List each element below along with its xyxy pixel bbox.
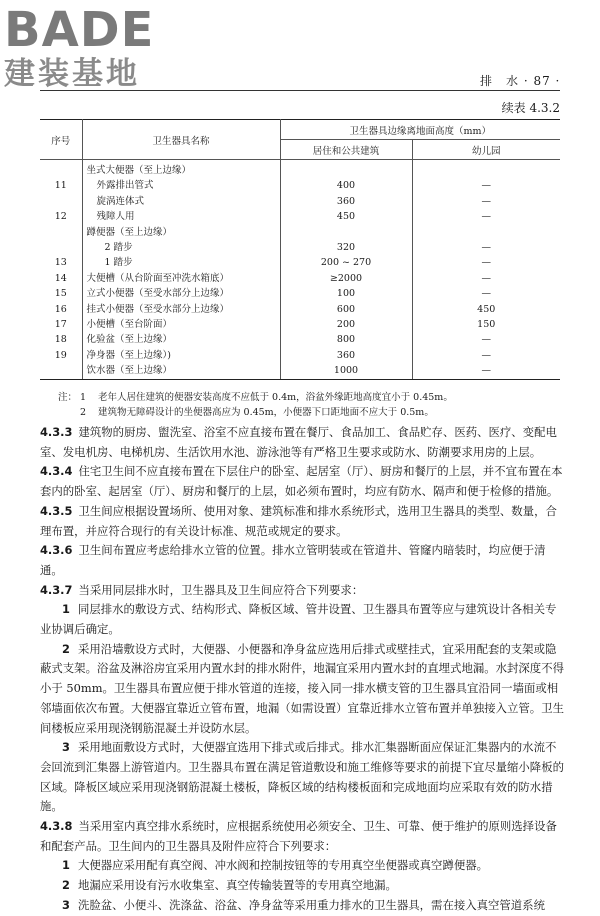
row-number-cell: 19 — [40, 348, 82, 363]
fixture-name-cell: 残障人用 — [82, 209, 280, 224]
item-number: 2 — [62, 641, 70, 656]
row-number-cell — [40, 240, 82, 255]
public-height-cell: 200 ~ 270 — [280, 255, 412, 270]
public-height-cell — [280, 225, 412, 240]
clause-text: 当采用同层排水时，卫生器具及卫生间应符合下列要求： — [78, 582, 364, 597]
item-number: 1 — [62, 858, 70, 873]
item-number: 3 — [62, 897, 70, 912]
public-height-cell: 320 — [280, 240, 412, 255]
logo-brand: BADE — [4, 2, 155, 58]
clause-item — [40, 600, 565, 639]
row-number-cell: 12 — [40, 209, 82, 224]
clause-4-3-4 — [40, 462, 565, 501]
kindergarten-height-cell: 150 — [477, 319, 496, 331]
public-height-cell: 360 — [280, 348, 412, 363]
row-number-cell: 16 — [40, 302, 82, 317]
table-row — [40, 225, 560, 240]
item-number: 3 — [62, 740, 70, 755]
kindergarten-height-cell — [412, 225, 560, 240]
clause-4-3-3 — [40, 423, 565, 462]
note-text: 建筑物无障碍设计的坐便器高应为 0.45m，小便器下口距地面不应大于 0.5m。 — [98, 407, 434, 418]
row-number-cell — [40, 225, 82, 240]
clause-item — [40, 640, 565, 739]
table-row — [40, 240, 560, 255]
clause-number: 4.3.4 — [40, 464, 73, 479]
fixture-height-table — [40, 119, 560, 380]
fixture-name-cell: 化验盆（至上边缘） — [82, 332, 280, 347]
note-number: 1 — [80, 392, 87, 403]
row-number-cell: 15 — [40, 286, 82, 301]
fixture-name-cell: 大便槽（从台阶面至冲洗水箱底） — [82, 271, 280, 286]
fixture-name-cell: 外露排出管式 — [82, 178, 280, 193]
clause-number: 4.3.5 — [40, 503, 73, 518]
header-public: 居住和公共建筑 — [280, 140, 412, 160]
table-row — [40, 271, 560, 286]
clause-text: 卫生间应根据设置场所、使用对象、建筑标准和排水系统形式，选用卫生器具的类型、数量，合理布置，并应符合现行的有关设计标准、规范或规定的要求。 — [40, 503, 557, 538]
table-body — [40, 160, 560, 380]
table-row — [40, 348, 560, 363]
clause-text: 建筑物的厨房、盥洗室、浴室不应直接布置在餐厅、食品加工、食品贮存、医药、医疗、变配电室、发电机房、电梯机房、生活饮用水池、游泳池等有严格卫生要求或防水、防潮要求用房的上层。 — [40, 425, 557, 459]
kindergarten-height-cell: — — [481, 211, 491, 223]
running-head: 排 水 · 87 · — [480, 74, 561, 88]
logo — [4, 4, 179, 96]
clause-4-3-5 — [40, 502, 565, 541]
fixture-name-cell: 饮水器（至上边缘） — [82, 363, 280, 379]
header-name: 卫生器具名称 — [82, 120, 280, 160]
row-number-cell — [40, 363, 82, 379]
public-height-cell: 800 — [280, 332, 412, 347]
fixture-name-cell: 立式小便器（至受水部分上边缘） — [82, 286, 280, 301]
clause-item — [40, 856, 565, 876]
fixture-name-cell: 坐式大便器（至上边缘） — [82, 160, 280, 179]
public-height-cell: 1000 — [280, 363, 412, 379]
logo-subtitle: 建装基地 — [4, 56, 140, 92]
clause-4-3-8 — [40, 817, 565, 856]
clause-text: 卫生间布置应考虑给排水立管的位置。排水立管明装或在管道井、管窿内暗装时，均应便于清通。 — [40, 543, 546, 577]
kindergarten-height-cell: — — [481, 349, 491, 361]
clause-item — [40, 896, 565, 916]
row-number-cell: 18 — [40, 332, 82, 347]
kindergarten-height-cell: — — [481, 242, 491, 254]
public-height-cell: 100 — [280, 286, 412, 301]
clause-4-3-7 — [40, 581, 565, 601]
public-height-cell: ≥2000 — [280, 271, 412, 286]
clause-text: 当采用室内真空排水系统时，应根据系统使用必须安全、卫生、可靠、便于维护的原则选择设备和配套产品。卫生间内的卫生器具及附件应符合下列要求： — [40, 819, 557, 853]
public-height-cell: 600 — [280, 302, 412, 317]
clause-4-3-6 — [40, 541, 565, 580]
public-height-cell: 450 — [280, 209, 412, 224]
row-number-cell: 13 — [40, 255, 82, 270]
item-text: 大便器应采用配有真空阀、冲水阀和控制按钮等的专用真空坐便器或真空蹲便器。 — [77, 858, 489, 873]
table-row — [40, 332, 560, 347]
table-notes — [58, 390, 568, 420]
clause-number: 4.3.3 — [40, 425, 73, 439]
fixture-name-cell: 1 踏步 — [82, 255, 280, 270]
clause-item — [40, 876, 565, 896]
item-text: 采用沿墙敷设方式时，大便器、小便器和净身盆应选用后排式或壁挂式，宜采用配套的支架或隐蔽式支架。浴盆及淋浴房宜采用内置水封的排水附件，地漏宜采用内置水封的直埋式地漏。水封深度不得小于 50mm。卫生器具布置应便于排水管道的连接，接入同一排水横支管的卫生器具宜沿同一墙面或相邻墙面依次布置。大便器宜靠近立管布置，地漏（如需设置）宜靠近排水立管布置并单独接入立管。卫生间楼板应采用现浇钢筋混凝土并设防水层。 — [40, 641, 564, 735]
kindergarten-height-cell: — — [412, 363, 560, 379]
clause-number: 4.3.6 — [40, 543, 73, 558]
note-text: 老年人居住建筑的便器安装高度不应低于 0.4m，浴盆外缘距地高度宜小于 0.45m。 — [98, 392, 453, 403]
table-row — [40, 160, 560, 179]
kindergarten-height-cell — [412, 160, 560, 179]
table-row — [40, 317, 560, 332]
body-text — [40, 423, 565, 916]
fixture-name-cell: 小便槽（至台阶面） — [82, 317, 280, 332]
clause-item — [40, 738, 565, 817]
item-text: 同层排水的敷设方式、结构形式、降板区域、管井设置、卫生器具布置等应与建筑设计各相关专业协调后确定。 — [40, 602, 557, 637]
public-height-cell — [280, 160, 412, 179]
row-number-cell: 14 — [40, 271, 82, 286]
note-item — [58, 405, 568, 420]
public-height-cell: 200 — [280, 317, 412, 332]
kindergarten-height-cell: — — [481, 272, 491, 284]
kindergarten-height-cell: — — [481, 334, 491, 346]
item-number: 1 — [62, 602, 70, 617]
kindergarten-height-cell: — — [481, 195, 491, 207]
table-row — [40, 209, 560, 224]
clause-text: 住宅卫生间不应直接布置在下层住户的卧室、起居室（厅）、厨房和餐厅的上层，并不宜布置在本套内的卧室、起居室（厅）、厨房和餐厅的上层，如必须布置时，均应有防水、隔声和便于检修的措施。 — [40, 464, 563, 499]
fixture-name-cell: 旋涡连体式 — [82, 194, 280, 209]
table-row — [40, 178, 560, 193]
item-number: 2 — [62, 878, 70, 893]
kindergarten-height-cell: 450 — [477, 303, 496, 315]
table-row — [40, 286, 560, 301]
row-number-cell: 11 — [40, 178, 82, 193]
clause-number: 4.3.8 — [40, 819, 73, 834]
public-height-cell: 400 — [280, 178, 412, 193]
row-number-cell: 17 — [40, 317, 82, 332]
fixture-name-cell: 净身器（至上边缘）) — [82, 348, 280, 363]
row-number-cell — [40, 194, 82, 209]
fixture-name-cell: 蹲便器（至上边缘） — [82, 225, 280, 240]
header-kindergarten: 幼儿园 — [412, 140, 560, 160]
header-rule — [40, 90, 560, 91]
header-group: 卫生器具边缘离地面高度（mm） — [280, 120, 560, 140]
table-row — [40, 255, 560, 270]
row-number-cell — [40, 160, 82, 179]
table-row — [40, 363, 560, 379]
note-item — [58, 390, 568, 405]
note-label: 注： — [58, 392, 78, 403]
item-text: 洗脸盆、小便斗、洗涤盆、浴盆、净身盆等采用重力排水的卫生器具，需在接入真空管道系统 — [77, 897, 545, 912]
kindergarten-height-cell: — — [481, 180, 491, 192]
public-height-cell: 360 — [280, 194, 412, 209]
fixture-name-cell: 挂式小便器（至受水部分上边缘） — [82, 302, 280, 317]
clause-number: 4.3.7 — [40, 582, 73, 597]
item-text: 采用地面敷设方式时，大便器宜选用下排式或后排式。排水汇集器断面应保证汇集器内的水流不会回流到汇集器上游管道内。卫生器具布置在满足管道敷设和施工维修等要求的前提下宜尽量缩小降板的区域。降板区域应采用现浇钢筋混凝土楼板，降板区域的结构楼板面和完成地面均应采取有效的防水措施。 — [40, 740, 564, 814]
header-no: 序号 — [40, 120, 82, 160]
kindergarten-height-cell: — — [481, 257, 491, 269]
table-row — [40, 302, 560, 317]
kindergarten-height-cell: — — [481, 288, 491, 300]
fixture-name-cell: 2 踏步 — [82, 240, 280, 255]
table-row — [40, 194, 560, 209]
note-number: 2 — [80, 407, 87, 418]
item-text: 地漏应采用设有污水收集室、真空传输装置等的专用真空地漏。 — [77, 878, 397, 893]
table-caption: 续表 4.3.2 — [501, 101, 560, 115]
